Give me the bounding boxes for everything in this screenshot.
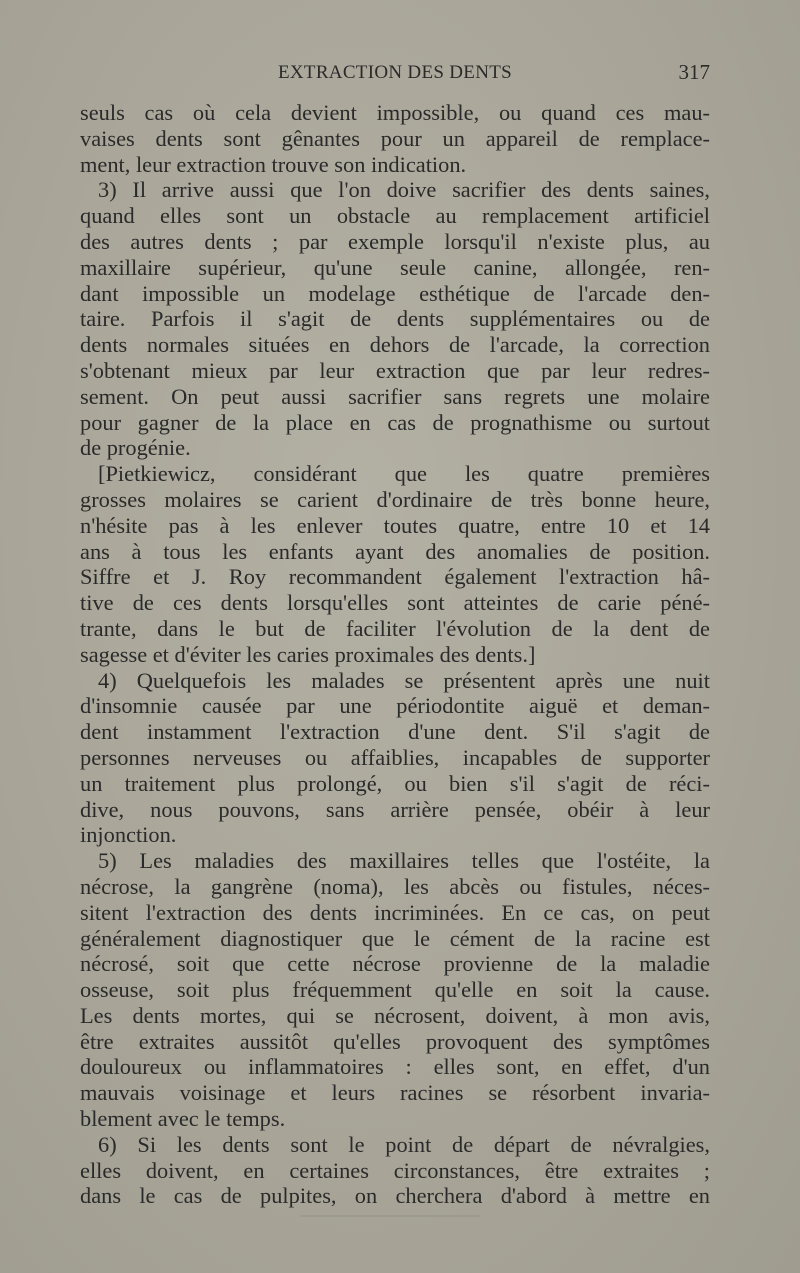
text-line: elles doivent, en certaines circonstances, être extraites ; — [80, 1157, 710, 1183]
text-line: injonction. — [80, 822, 177, 848]
text-line: [Pietkiewicz, considérant que les quatre premières — [98, 461, 710, 487]
text-line: être extraites aussitôt qu'elles provoquent des symptômes — [80, 1028, 710, 1054]
text-line: ment, leur extraction trouve son indication. — [80, 151, 467, 177]
text-line: s'obtenant mieux par leur extraction que par leur redres- — [80, 357, 710, 383]
text-line: personnes nerveuses ou affaiblies, incapables de supporter — [80, 744, 710, 770]
text-line: des autres dents ; par exemple lorsqu'il n'existe plus, au — [80, 228, 710, 254]
text-line: quand elles sont un obstacle au remplacement artificiel — [80, 203, 710, 229]
text-line: 4) Quelquefois les malades se présentent après une nuit — [98, 667, 710, 693]
text-line: tive de ces dents lorsqu'elles sont atteintes de carie péné- — [80, 590, 710, 616]
text-line: dent instamment l'extraction d'une dent. S'il s'agit de — [80, 719, 710, 745]
text-line: taire. Parfois il s'agit de dents supplémentaires ou de — [80, 306, 710, 332]
text-line: dans le cas de pulpites, on cherchera d'abord à mettre en — [80, 1183, 710, 1209]
text-line: dive, nous pouvons, sans arrière pensée, obéir à leur — [80, 796, 710, 822]
text-line: douloureux ou inflammatoires : elles sont, en effet, d'un — [80, 1054, 710, 1080]
text-line: ans à tous les enfants ayant des anomalies de position. — [80, 538, 710, 564]
text-line: vaises dents sont gênantes pour un appareil de remplace- — [80, 125, 710, 151]
paper-crease — [300, 1215, 480, 1217]
text-line: 3) Il arrive aussi que l'on doive sacrifier des dents saines, — [98, 177, 710, 203]
text-line: 5) Les maladies des maxillaires telles que l'ostéite, la — [98, 848, 710, 874]
text-line: Siffre et J. Roy recommandent également l'extraction hâ- — [80, 564, 710, 590]
text-line: de progénie. — [80, 435, 191, 461]
text-line: généralement diagnostiquer que le cément de la racine est — [80, 925, 710, 951]
text-line: osseuse, soit plus fréquemment qu'elle en soit la cause. — [80, 977, 710, 1003]
page-number: 317 — [678, 60, 710, 84]
text-line: n'hésite pas à les enlever toutes quatre, entre 10 et 14 — [80, 512, 710, 538]
text-line: Les dents mortes, qui se nécrosent, doivent, à mon avis, — [80, 1002, 710, 1028]
text-line: seuls cas où cela devient impossible, ou quand ces mau- — [80, 100, 710, 125]
text-line: d'insomnie causée par une périodontite aiguë et deman- — [80, 693, 710, 719]
text-line: un traitement plus prolongé, ou bien s'il s'agit de réci- — [80, 770, 710, 796]
text-line: grosses molaires se carient d'ordinaire de très bonne heure, — [80, 486, 710, 512]
text-line: pour gagner de la place en cas de prognathisme ou surtout — [80, 409, 710, 435]
text-line: sitent l'extraction des dents incriminées. En ce cas, on peut — [80, 899, 710, 925]
text-line: mauvais voisinage et leurs racines se résorbent invaria- — [80, 1080, 710, 1106]
running-header — [80, 58, 710, 88]
running-title: EXTRACTION DES DENTS — [278, 62, 512, 83]
text-line: sagesse et d'éviter les caries proximales des dents.] — [80, 641, 536, 667]
text-line: sement. On peut aussi sacrifier sans regrets une molaire — [80, 383, 710, 409]
text-line: dant impossible un modelage esthétique de l'arcade den- — [80, 280, 710, 306]
text-line: trante, dans le but de faciliter l'évolution de la dent de — [80, 615, 710, 641]
text-line: 6) Si les dents sont le point de départ de névralgies, — [98, 1131, 710, 1157]
text-line: dents normales situées en dehors de l'arcade, la correction — [80, 332, 710, 358]
text-line: nécrosé, soit que cette nécrose provienne de la maladie — [80, 951, 710, 977]
text-line: nécrose, la gangrène (noma), les abcès ou fistules, néces- — [80, 873, 710, 899]
text-line: blement avec le temps. — [80, 1106, 286, 1132]
body-text — [80, 100, 710, 1209]
text-line: maxillaire supérieur, qu'une seule canine, allongée, ren- — [80, 254, 710, 280]
